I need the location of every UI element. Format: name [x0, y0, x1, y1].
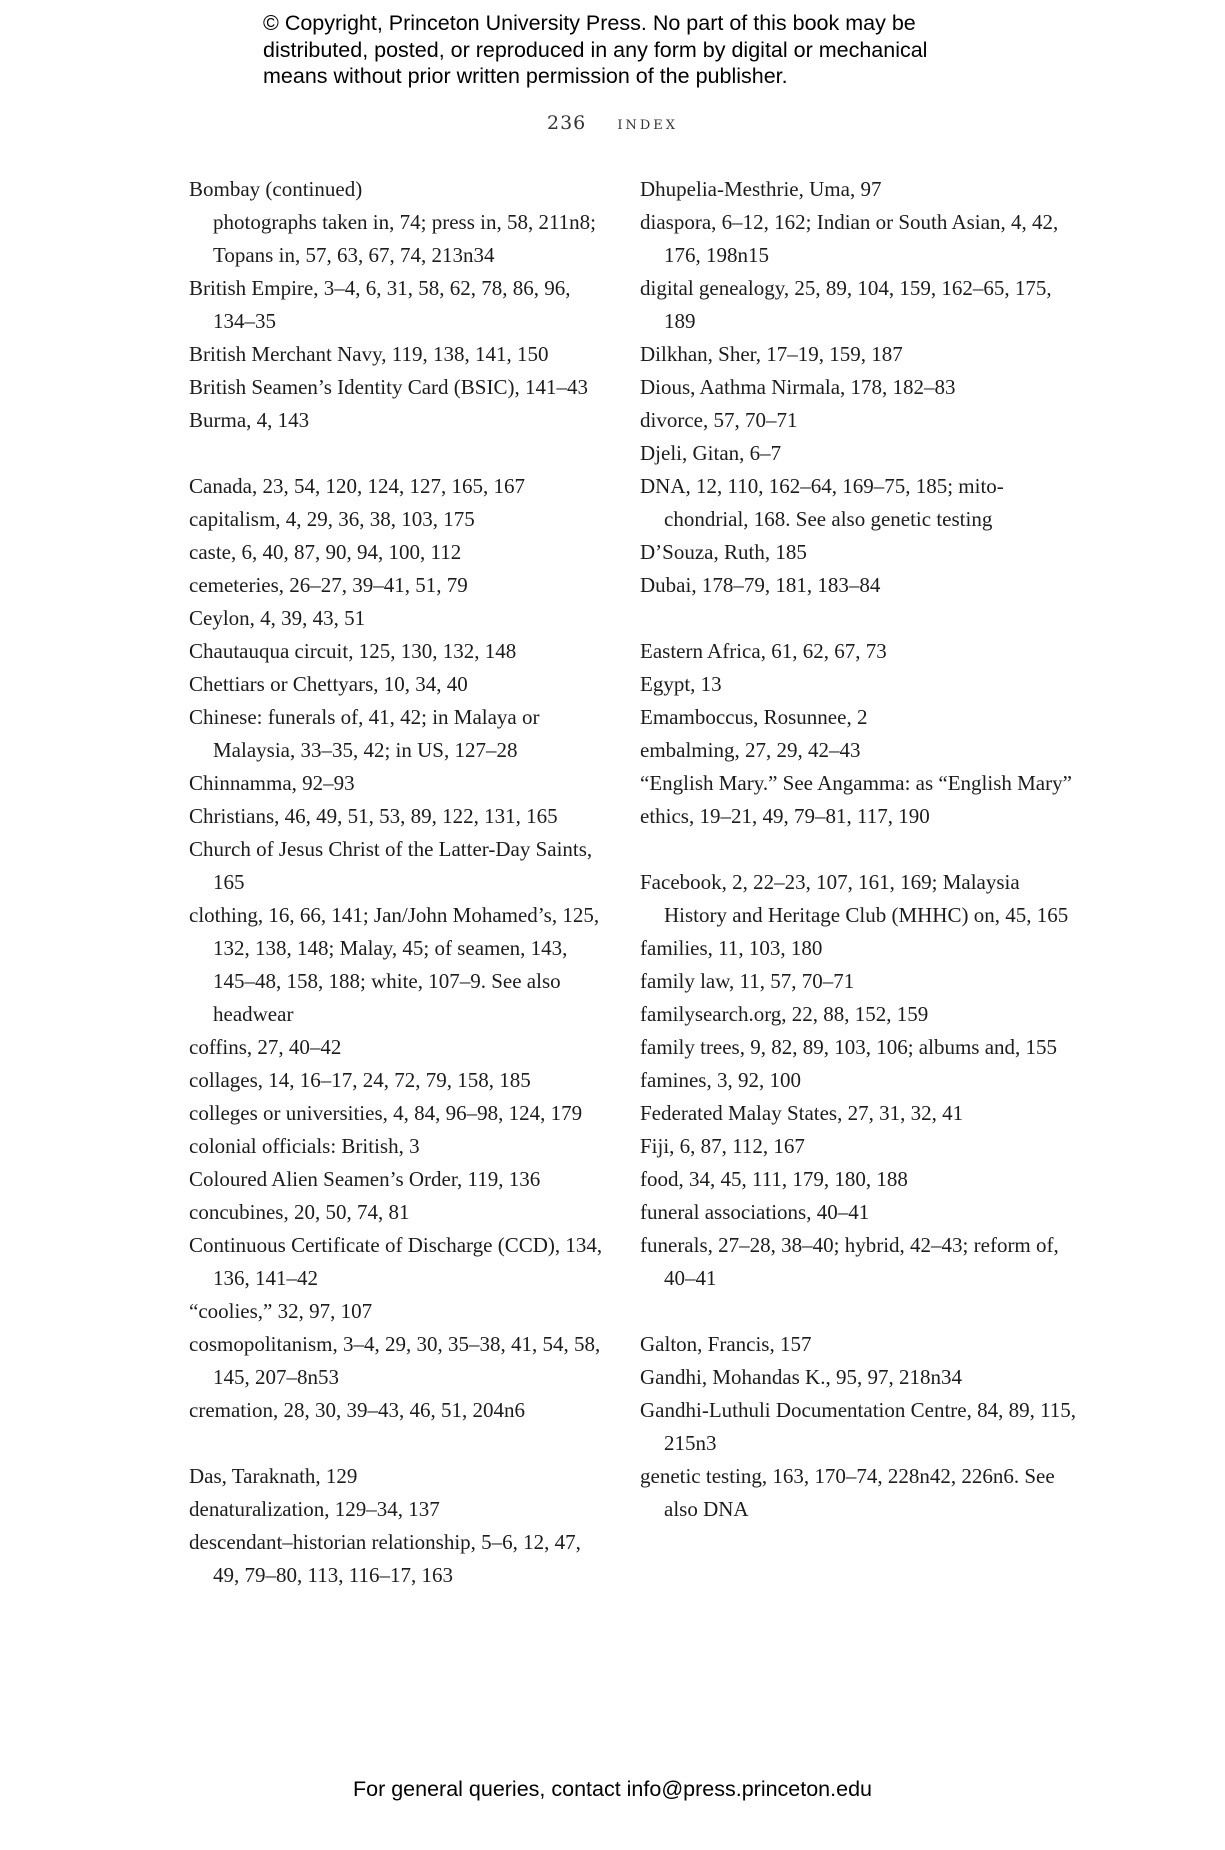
index-entry: Canada, 23, 54, 120, 124, 127, 165, 167 — [189, 474, 525, 498]
index-entry: Eastern Africa, 61, 62, 67, 73 — [640, 639, 887, 663]
index-entry: clothing, 16, 66, 141; Jan/John Mohamed’s, 125, 132, 138, 148; Malay, 45; of seamen, 143, 145–48, 158, 188; white, 107–9. See also headwear — [189, 903, 600, 1026]
index-entry: Gandhi, Mohandas K., 95, 97, 218n34 — [640, 1365, 962, 1389]
index-entry: food, 34, 45, 111, 179, 180, 188 — [640, 1167, 908, 1191]
running-head — [0, 112, 1225, 134]
index-entry: Das, Taraknath, 129 — [189, 1464, 358, 1488]
index-entry: divorce, 57, 70–71 — [640, 408, 798, 432]
footer-contact: For general queries, contact info@press.princeton.edu — [352, 1777, 872, 1801]
index-entry: funeral associations, 40–41 — [640, 1200, 870, 1224]
index-entry: Dilkhan, Sher, 17–19, 159, 187 — [640, 342, 903, 366]
letter-gap — [640, 833, 1080, 866]
index-entry: famines, 3, 92, 100 — [640, 1068, 801, 1092]
letter-gap — [189, 437, 609, 470]
index-entry: British Seamen’s Identity Card (BSIC), 141–43 — [189, 375, 588, 399]
index-entry: DNA, 12, 110, 162–64, 169–75, 185; mito-chondrial, 168. See also genetic testing — [640, 474, 1004, 531]
index-entry: colonial officials: British, 3 — [189, 1134, 420, 1158]
index-entry: Chautauqua circuit, 125, 130, 132, 148 — [189, 639, 517, 663]
index-entry: Facebook, 2, 22–23, 107, 161, 169; Malaysia History and Heritage Club (MHHC) on, 45, 165 — [640, 870, 1069, 927]
index-column-right — [640, 173, 1080, 1526]
index-entry: Dhupelia-Mesthrie, Uma, 97 — [640, 177, 882, 201]
letter-gap — [640, 1295, 1080, 1328]
index-entry: cremation, 28, 30, 39–43, 46, 51, 204n6 — [189, 1398, 525, 1422]
copyright-line: © Copyright, Princeton University Press. No part of this book may be — [263, 11, 916, 35]
index-entry: “coolies,” 32, 97, 107 — [189, 1299, 373, 1323]
letter-gap — [189, 1427, 609, 1460]
index-entry: colleges or universities, 4, 84, 96–98, 124, 179 — [189, 1101, 583, 1125]
index-entry: capitalism, 4, 29, 36, 38, 103, 175 — [189, 507, 475, 531]
index-entry: Galton, Francis, 157 — [640, 1332, 812, 1356]
index-entry: Bombay (continued) — [189, 177, 363, 201]
index-entry: familysearch.org, 22, 88, 152, 159 — [640, 1002, 929, 1026]
index-entry: concubines, 20, 50, 74, 81 — [189, 1200, 410, 1224]
index-entry: Dubai, 178–79, 181, 183–84 — [640, 573, 881, 597]
index-entry: Gandhi-Luthuli Documentation Centre, 84, 89, 115, 215n3 — [640, 1398, 1077, 1455]
index-entry: coffins, 27, 40–42 — [189, 1035, 342, 1059]
copyright-line: means without prior written permission of the publisher. — [263, 64, 788, 88]
index-entry: Fiji, 6, 87, 112, 167 — [640, 1134, 805, 1158]
index-entry: funerals, 27–28, 38–40; hybrid, 42–43; reform of, 40–41 — [640, 1233, 1059, 1290]
index-entry: British Merchant Navy, 119, 138, 141, 150 — [189, 342, 549, 366]
index-entry: Djeli, Gitan, 6–7 — [640, 441, 782, 465]
copyright-line: distributed, posted, or reproduced in any form by digital or mechanical — [263, 37, 928, 62]
index-entry: Chinnamma, 92–93 — [189, 771, 355, 795]
index-entry: Church of Jesus Christ of the Latter-Day Saints, 165 — [189, 837, 593, 894]
copyright-notice — [263, 10, 1063, 90]
index-entry: genetic testing, 163, 170–74, 228n42, 226n6. See also DNA — [640, 1464, 1055, 1521]
letter-gap — [640, 602, 1080, 635]
index-entry: family trees, 9, 82, 89, 103, 106; albums and, 155 — [640, 1035, 1058, 1059]
index-entry: Chettiars or Chettyars, 10, 34, 40 — [189, 672, 468, 696]
index-entry: families, 11, 103, 180 — [640, 936, 823, 960]
index-entry: family law, 11, 57, 70–71 — [640, 969, 855, 993]
index-entry: Emamboccus, Rosunnee, 2 — [640, 705, 868, 729]
index-entry: digital genealogy, 25, 89, 104, 159, 162–65, 175, 189 — [640, 276, 1052, 333]
section-title: index — [617, 112, 678, 134]
index-entry: Chinese: funerals of, 41, 42; in Malaya or Malaysia, 33–35, 42; in US, 127–28 — [189, 705, 540, 762]
index-entry: Ceylon, 4, 39, 43, 51 — [189, 606, 366, 630]
index-entry: caste, 6, 40, 87, 90, 94, 100, 112 — [189, 540, 462, 564]
index-entry: photographs taken in, 74; press in, 58, 211n8; Topans in, 57, 63, 67, 74, 213n34 — [213, 210, 597, 267]
index-entry: Dious, Aathma Nirmala, 178, 182–83 — [640, 375, 956, 399]
index-entry: Christians, 46, 49, 51, 53, 89, 122, 131, 165 — [189, 804, 558, 828]
index-entry: cosmopolitanism, 3–4, 29, 30, 35–38, 41, 54, 58, 145, 207–8n53 — [189, 1332, 601, 1389]
page-number: 236 — [547, 112, 587, 134]
index-entry: collages, 14, 16–17, 24, 72, 79, 158, 185 — [189, 1068, 531, 1092]
index-entry: “English Mary.” See Angamma: as “English Mary” — [640, 771, 1072, 795]
index-entry: denaturalization, 129–34, 137 — [189, 1497, 440, 1521]
index-entry: D’Souza, Ruth, 185 — [640, 540, 807, 564]
index-entry: diaspora, 6–12, 162; Indian or South Asian, 4, 42, 176, 198n15 — [640, 210, 1059, 267]
index-entry: embalming, 27, 29, 42–43 — [640, 738, 861, 762]
index-entry: ethics, 19–21, 49, 79–81, 117, 190 — [640, 804, 930, 828]
index-entry: Federated Malay States, 27, 31, 32, 41 — [640, 1101, 964, 1125]
index-entry: Coloured Alien Seamen’s Order, 119, 136 — [189, 1167, 541, 1191]
index-entry: cemeteries, 26–27, 39–41, 51, 79 — [189, 573, 468, 597]
index-entry: British Empire, 3–4, 6, 31, 58, 62, 78, 86, 96, 134–35 — [189, 276, 571, 333]
index-entry: Egypt, 13 — [640, 672, 722, 696]
index-entry: Burma, 4, 143 — [189, 408, 310, 432]
index-entry: Continuous Certificate of Discharge (CCD), 134, 136, 141–42 — [189, 1233, 603, 1290]
index-entry: descendant–historian relationship, 5–6, 12, 47, 49, 79–80, 113, 116–17, 163 — [189, 1530, 581, 1587]
index-column-left — [189, 173, 609, 1592]
